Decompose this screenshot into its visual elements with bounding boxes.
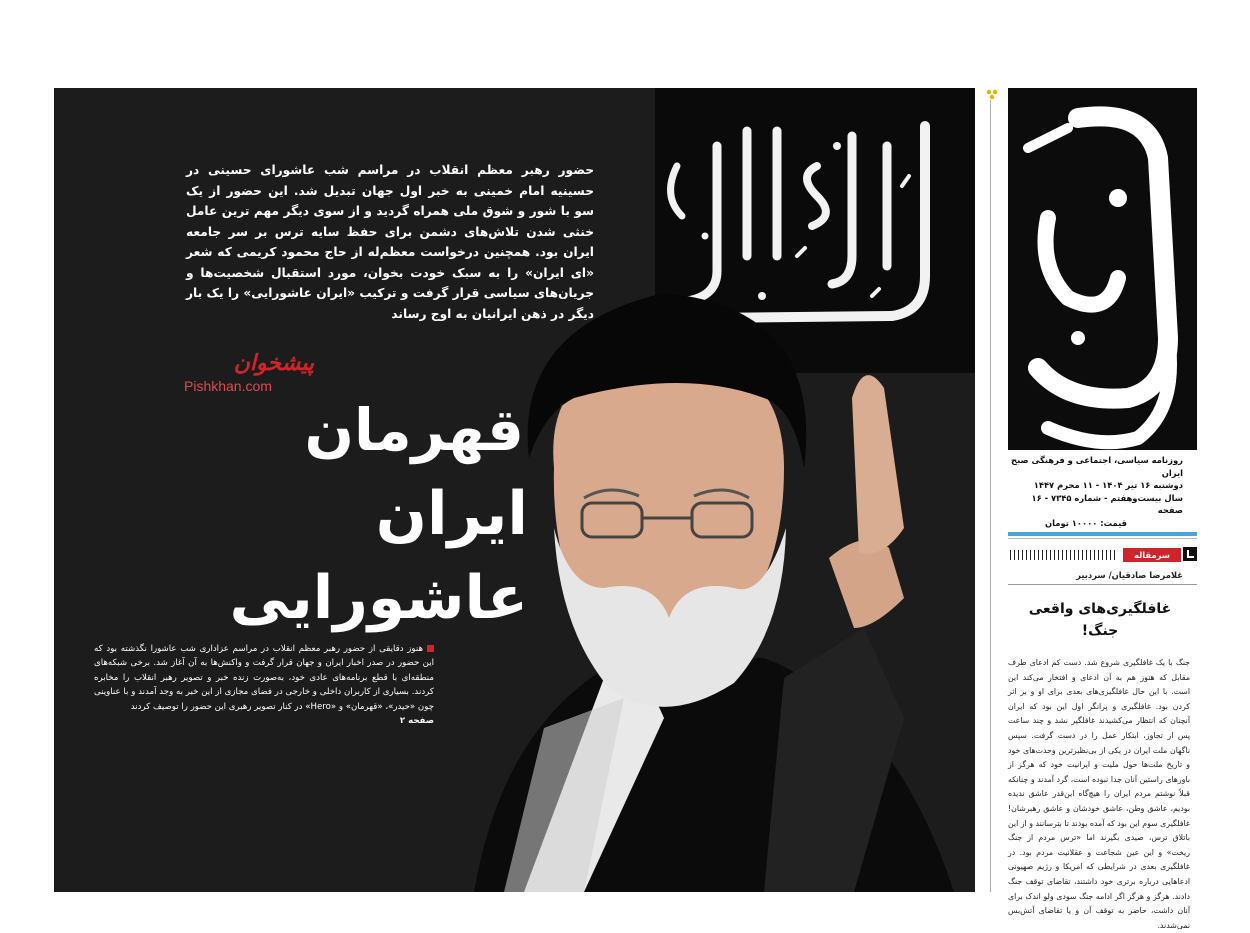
masthead-thin-rule [1008, 538, 1197, 539]
barcode-decoration [1010, 550, 1118, 560]
newspaper-logo [1008, 88, 1197, 450]
masthead-tagline: روزنامه سیاسی، اجتماعی و فرهنگی صبح ایران [1011, 455, 1183, 478]
bullet-square-icon [427, 645, 434, 652]
caption-text: هنوز دقایقی از حضور رهبر معظم انقلاب در مراسم عزاداری شب عاشورا نگذشته بود که این حضور در صدر اخبار ایران و جهان قرار گرفت و واکنش‌ها به آن آغاز شد. برخی شبکه‌های منطقه‌ای با قطع برنامه‌های عادی خود، به‌صورت زنده خبر و تصویر رهبر انقلاب را مخابره کردند. بسیاری از کاربران داخلی و خارجی در فضای مجازی از این خبر به وجد آمدند و با عناوینی چون «حیدر»، «قهرمان» و «Hero» در کنار تصویر رهبری این حضور را توصیف کردند [94, 644, 434, 712]
hero-photo-section [54, 88, 975, 892]
author-rule [1008, 584, 1197, 585]
editorial-label: سرمقاله [1123, 548, 1181, 562]
lead-paragraph: حضور رهبر معظم انقلاب در مراسم شب عاشورای حسینی در حسینیه امام خمینی به خبر اول جهان تبدیل شد. این حضور از یک سو با شور و شوق ملی همراه گردید و از سوی دیگر مهم ترین عامل خنثی شدن تلاش‌های دشمن برای حفظ سایه ترس بر سر جامعه ایران بود. همچنین درخواست معظم‌له از حاج محمود کریمی که شعر «ای ایران» را به سبک خودت بخوان، مورد استقبال شخصیت‌ها و جریان‌های سیاسی قرار گرفت و ترکیب «ایران عاشورایی» را یک بار دیگر در ذهن ایرانیان به اوج رساند [186, 163, 594, 321]
masthead-rule [1008, 532, 1197, 536]
masthead-price: قیمت: ۱۰۰۰۰ تومان [1044, 517, 1127, 528]
masthead-issue: سال بیست‌وهفتم - شماره ۷۳۴۵ - ۱۶ صفحه [1031, 492, 1183, 516]
ornament-dots-icon [985, 88, 999, 102]
editorial-body: جنگ با یک غافلگیری شروع شد. دست کم ادعای طرف مقابل که هنوز هم به آن ادعای و افتخار می‌کند این است. با این حال غافلگیری‌های بعدی برای او و بر اثر کردن بود. غافلگیری و پرانگر اول این بود که ایران آنچنان که انتظار می‌کشیدند غافلگیر نشد و چند ساعت پس از تجاوز، ابتکار عمل را در دست گرفت. سپس ناگهان ملت ایران در یکی از بی‌نظیرترین وحدت‌های خود و تاریخ ملت‌ها حول ملیت و ایرانیت خود که هرگز از باورهای راستین آنان جدا نبوده است، گرد آمدند و چنانکه قبلاً نوشتم مردم ایران را هیچ‌گاه این‌قدر عاشق ندیده بودیم، عاشق وطن، عاشق خودشان و عاشق رهبرشان! غافلگیری سوم این بود که آمده بودند تا بترسانند و از این باتلاق ترس، صیدی بگیرند اما «ترس مردم از جنگ ریخت» و این عین شجاعت و عقلانیت مردم بود. در غافلگیری بعدی در شرایطی که امریکا و رژیم صهیونی ادعاهایی درباره برتری خود داشتند، تقاضای توقف جنگ دادند. هرگز و هرگز اگر ادامه جنگ سودی ولو اندک برای آنان داشت، حاضر به توقف آن و یا تقاضای آتش‌بس نمی‌شدند. [1008, 658, 1190, 930]
watermark-latin: Pishkhan.com [184, 378, 272, 394]
editorial-corner-icon [1183, 547, 1197, 561]
editorial-header [1008, 546, 1197, 564]
editorial-title[interactable]: غافلگیری‌های واقعی جنگ! [1028, 601, 1172, 639]
editorial-author: غلامرضا صادقیان/ سردبیر [1076, 570, 1183, 580]
headline-line-1: قهرمان [304, 396, 524, 464]
caption-page-ref: صفحه ۲ [399, 716, 434, 727]
masthead-date: دوشنبه ۱۶ تیر ۱۴۰۴ - ۱۱ محرم ۱۴۴۷ [1033, 480, 1183, 491]
main-headline [68, 388, 528, 640]
column-divider [990, 100, 991, 892]
masthead-logo [1008, 88, 1197, 450]
sidebar-column [1008, 88, 1197, 930]
headline-line-2: ایران عاشورایی [229, 479, 528, 633]
photo-caption [94, 642, 434, 728]
masthead-info [1008, 454, 1197, 530]
watermark-persian: پیشخوان [233, 350, 314, 376]
